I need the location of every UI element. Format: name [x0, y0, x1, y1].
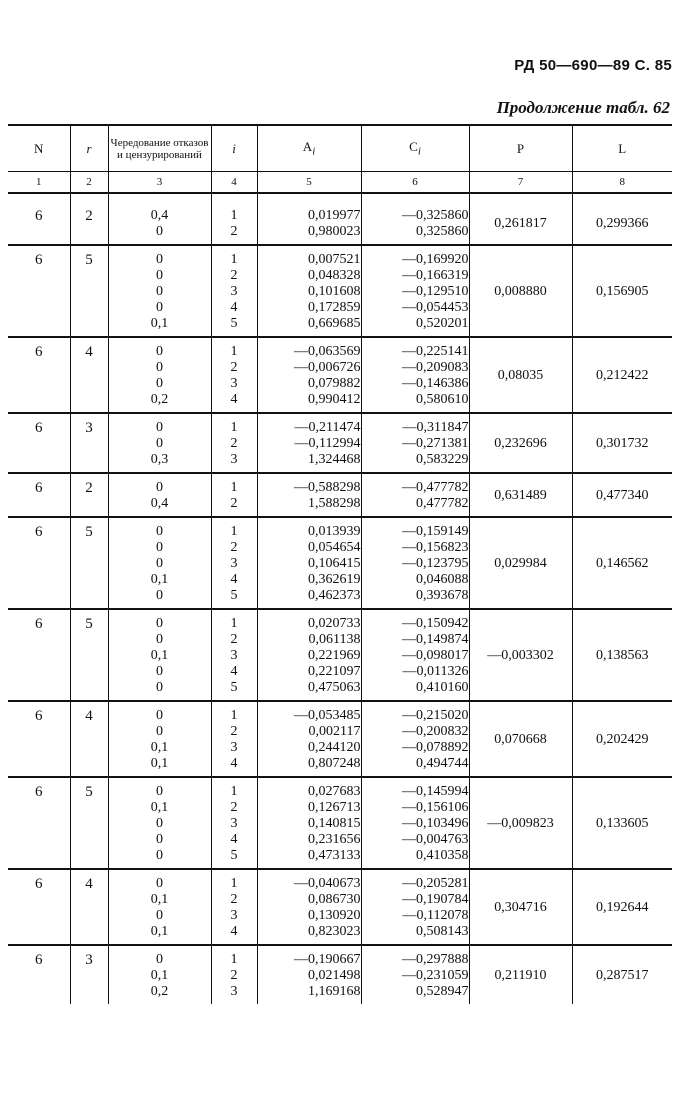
cell-c-value: —0,271381 [402, 436, 469, 451]
table-row [8, 473, 672, 517]
cell-alternation-value: 0 [156, 664, 163, 679]
cell-c-value: —0,103496 [402, 816, 469, 831]
cell-c-value: —0,150942 [402, 616, 469, 631]
cell-a-value: 0,990412 [308, 392, 361, 407]
cell-alternation-value: 0 [156, 876, 163, 891]
cell-alternation-value: 0 [156, 524, 163, 539]
col-header-r: r [70, 125, 108, 172]
cell-i-value: 1 [230, 876, 238, 891]
cell-i [211, 517, 257, 609]
cell-c [361, 413, 469, 473]
cell-a-value: 0,221969 [308, 648, 361, 663]
cell-i-value: 4 [230, 572, 238, 587]
col-header-i: i [211, 125, 257, 172]
cell-alternation [108, 777, 211, 869]
cell-alternation-value: 0 [156, 300, 163, 315]
cell-alternation-value: 0,1 [150, 572, 169, 587]
cell-a-value: 0,823023 [308, 924, 361, 939]
cell-i-value: 1 [230, 524, 238, 539]
table-row [8, 413, 672, 473]
cell-alternation-value: 0 [156, 708, 163, 723]
cell-alternation-value: 0,1 [150, 740, 169, 755]
cell-alternation-value: 0 [156, 908, 163, 923]
cell-a [257, 517, 361, 609]
cell-i-value: 5 [230, 848, 238, 863]
cell-a-value: 0,079882 [308, 376, 361, 391]
cell-alternation-value: 0,4 [150, 208, 169, 223]
column-number-row [8, 172, 672, 194]
cell-alternation [108, 413, 211, 473]
cell-l: 0,212422 [572, 337, 672, 413]
cell-a-value: 0,126713 [308, 800, 361, 815]
cell-alternation-value: 0 [156, 616, 163, 631]
cell-c-value: 0,410160 [416, 680, 469, 695]
cell-i-value: 2 [230, 224, 238, 239]
col-number: 5 [257, 172, 361, 194]
table-continuation-label: Продолжение табл. 62 [496, 98, 670, 117]
cell-i-value: 5 [230, 588, 238, 603]
cell-alternation-value: 0,1 [150, 648, 169, 663]
cell-c-value: —0,078892 [402, 740, 469, 755]
cell-a-value: 0,007521 [308, 252, 361, 267]
cell-i-value: 5 [230, 680, 238, 695]
cell-i-value: 3 [230, 908, 238, 923]
cell-i-value: 3 [230, 452, 238, 467]
cell-i-value: 2 [230, 800, 238, 815]
cell-c-value: 0,520201 [416, 316, 469, 331]
cell-a-value: 0,669685 [308, 316, 361, 331]
cell-c [361, 517, 469, 609]
cell-a-value: 0,475063 [308, 680, 361, 695]
cell-a-value: 0,061138 [308, 632, 361, 647]
cell-alternation-value: 0,1 [150, 316, 169, 331]
cell-c-value: —0,209083 [402, 360, 469, 375]
table-row [8, 609, 672, 701]
cell-r: 3 [70, 945, 108, 1004]
table-row [8, 945, 672, 1004]
cell-a-value: —0,588298 [294, 480, 361, 495]
cell-a-value: 1,588298 [308, 496, 361, 511]
cell-a-value: 1,169168 [308, 984, 361, 999]
cell-i-value: 2 [230, 268, 238, 283]
cell-r: 4 [70, 337, 108, 413]
cell-alternation [108, 245, 211, 337]
cell-alternation [108, 609, 211, 701]
cell-c [361, 337, 469, 413]
cell-alternation-value: 0 [156, 420, 163, 435]
cell-r: 5 [70, 777, 108, 869]
col-header-c-label: C [409, 139, 418, 155]
cell-i-value: 1 [230, 784, 238, 799]
cell-a [257, 202, 361, 245]
cell-p: 0,029984 [469, 517, 572, 609]
cell-n: 6 [8, 701, 70, 777]
col-header-l: L [572, 125, 672, 172]
cell-i [211, 337, 257, 413]
cell-c-value: —0,112078 [402, 908, 469, 923]
cell-r: 3 [70, 413, 108, 473]
cell-r: 5 [70, 609, 108, 701]
cell-a [257, 869, 361, 945]
cell-c [361, 202, 469, 245]
cell-n: 6 [8, 777, 70, 869]
cell-a-value: 0,244120 [308, 740, 361, 755]
cell-a-value: 0,020733 [308, 616, 361, 631]
cell-n: 6 [8, 869, 70, 945]
cell-i-value: 3 [230, 648, 238, 663]
header-row [8, 125, 672, 172]
cell-i-value: 4 [230, 756, 238, 771]
cell-c-value: —0,123795 [402, 556, 469, 571]
cell-i-value: 2 [230, 968, 238, 983]
cell-alternation [108, 337, 211, 413]
cell-p: 0,008880 [469, 245, 572, 337]
cell-alternation-value: 0 [156, 680, 163, 695]
cell-a-value: —0,063569 [294, 344, 361, 359]
cell-c [361, 869, 469, 945]
cell-a-value: 0,462373 [308, 588, 361, 603]
cell-alternation-value: 0 [156, 284, 163, 299]
cell-a [257, 337, 361, 413]
cell-a-value: —0,053485 [294, 708, 361, 723]
cell-i-value: 2 [230, 360, 238, 375]
cell-a-value: 0,013939 [308, 524, 361, 539]
cell-i-value: 1 [230, 480, 238, 495]
cell-alternation-value: 0,2 [150, 984, 169, 999]
cell-a-value: 0,019977 [308, 208, 361, 223]
col-header-p: P [469, 125, 572, 172]
col-number: 8 [572, 172, 672, 194]
cell-c-value: —0,145994 [402, 784, 469, 799]
cell-i [211, 609, 257, 701]
cell-alternation-value: 0 [156, 816, 163, 831]
col-header-a-label: A [302, 139, 313, 155]
cell-a [257, 945, 361, 1004]
cell-i [211, 701, 257, 777]
cell-alternation-value: 0,1 [150, 892, 169, 907]
cell-c-value: —0,054453 [402, 300, 469, 315]
table-row [8, 777, 672, 869]
cell-r: 5 [70, 245, 108, 337]
cell-i-value: 2 [230, 892, 238, 907]
cell-a [257, 413, 361, 473]
cell-p: 0,08035 [469, 337, 572, 413]
cell-a [257, 777, 361, 869]
cell-n: 6 [8, 517, 70, 609]
cell-c-value: 0,494744 [416, 756, 469, 771]
cell-c [361, 777, 469, 869]
cell-a-value: 0,054654 [308, 540, 361, 555]
cell-alternation-value: 0 [156, 784, 163, 799]
cell-c-value: —0,146386 [402, 376, 469, 391]
cell-alternation [108, 701, 211, 777]
cell-i [211, 777, 257, 869]
cell-c-value: 0,393678 [416, 588, 469, 603]
cell-alternation-value: 0 [156, 360, 163, 375]
cell-p: 0,232696 [469, 413, 572, 473]
col-number: 1 [8, 172, 70, 194]
cell-c-value: —0,159149 [402, 524, 469, 539]
cell-alternation-value: 0 [156, 480, 163, 495]
cell-a-value: 0,130920 [308, 908, 361, 923]
cell-i-value: 1 [230, 420, 238, 435]
cell-c-value: 0,046088 [416, 572, 469, 587]
cell-i-value: 2 [230, 724, 238, 739]
cell-i-value: 4 [230, 392, 238, 407]
cell-c-value: —0,004763 [402, 832, 469, 847]
cell-l: 0,477340 [572, 473, 672, 517]
cell-a-value: 0,172859 [308, 300, 361, 315]
cell-c-value: 0,583229 [416, 452, 469, 467]
col-number: 6 [361, 172, 469, 194]
cell-r: 4 [70, 701, 108, 777]
cell-a [257, 701, 361, 777]
cell-c-value: —0,200832 [402, 724, 469, 739]
cell-alternation-value: 0 [156, 952, 163, 967]
cell-i-value: 1 [230, 252, 238, 267]
cell-i-value: 5 [230, 316, 238, 331]
cell-c-value: —0,149874 [402, 632, 469, 647]
cell-a-value: 0,002117 [308, 724, 361, 739]
cell-i [211, 945, 257, 1004]
cell-a-value: 0,048328 [308, 268, 361, 283]
cell-i-value: 4 [230, 300, 238, 315]
cell-alternation-value: 0 [156, 632, 163, 647]
cell-alternation-value: 0,1 [150, 924, 169, 939]
cell-n: 6 [8, 337, 70, 413]
cell-i [211, 413, 257, 473]
cell-n: 6 [8, 245, 70, 337]
cell-c [361, 945, 469, 1004]
cell-alternation-value: 0 [156, 268, 163, 283]
cell-n: 6 [8, 413, 70, 473]
cell-i-value: 1 [230, 952, 238, 967]
cell-l: 0,202429 [572, 701, 672, 777]
cell-alternation-value: 0 [156, 588, 163, 603]
cell-i-value: 2 [230, 436, 238, 451]
cell-l: 0,138563 [572, 609, 672, 701]
cell-l: 0,146562 [572, 517, 672, 609]
cell-a [257, 473, 361, 517]
cell-c-value: 0,508143 [416, 924, 469, 939]
cell-alternation-value: 0 [156, 724, 163, 739]
cell-alternation-value: 0 [156, 832, 163, 847]
cell-r: 4 [70, 869, 108, 945]
cell-p: 0,070668 [469, 701, 572, 777]
cell-c-value: 0,580610 [416, 392, 469, 407]
cell-i-value: 1 [230, 616, 238, 631]
cell-c-value: —0,190784 [402, 892, 469, 907]
cell-c-value: —0,325860 [402, 208, 469, 223]
cell-i-value: 3 [230, 984, 238, 999]
cell-c-value: —0,098017 [402, 648, 469, 663]
cell-alternation-value: 0 [156, 224, 163, 239]
cell-c-value: —0,205281 [402, 876, 469, 891]
data-table [8, 124, 672, 1004]
spacer-row [8, 193, 672, 202]
cell-i-value: 2 [230, 540, 238, 555]
cell-a-value: 0,101608 [308, 284, 361, 299]
cell-l: 0,192644 [572, 869, 672, 945]
cell-a-value: —0,112994 [294, 436, 361, 451]
cell-a-value: 0,980023 [308, 224, 361, 239]
cell-i-value: 1 [230, 344, 238, 359]
table-row [8, 869, 672, 945]
col-header-c: $C_i$ [361, 125, 469, 172]
cell-c-value: —0,225141 [402, 344, 469, 359]
cell-a-value: —0,211474 [294, 420, 361, 435]
cell-alternation [108, 202, 211, 245]
cell-i [211, 473, 257, 517]
cell-alternation-value: 0 [156, 344, 163, 359]
cell-c-value: —0,156823 [402, 540, 469, 555]
cell-i-value: 3 [230, 816, 238, 831]
cell-a-value: 0,362619 [308, 572, 361, 587]
cell-c [361, 701, 469, 777]
cell-p: 0,304716 [469, 869, 572, 945]
col-number: 4 [211, 172, 257, 194]
cell-a-value: 0,221097 [308, 664, 361, 679]
cell-a-value: 0,106415 [308, 556, 361, 571]
cell-alternation [108, 473, 211, 517]
cell-c-value: —0,011326 [402, 664, 469, 679]
cell-alternation [108, 945, 211, 1004]
cell-alternation-value: 0 [156, 376, 163, 391]
cell-i-value: 4 [230, 664, 238, 679]
cell-i-value: 3 [230, 740, 238, 755]
cell-alternation [108, 517, 211, 609]
cell-alternation-value: 0,4 [150, 496, 169, 511]
cell-i-value: 3 [230, 284, 238, 299]
cell-l: 0,156905 [572, 245, 672, 337]
cell-c-value: —0,231059 [402, 968, 469, 983]
col-header-a: $A_i$ [257, 125, 361, 172]
cell-a-value: —0,006726 [294, 360, 361, 375]
cell-alternation-value: 0,1 [150, 800, 169, 815]
cell-i-value: 4 [230, 924, 238, 939]
cell-c-value: —0,166319 [402, 268, 469, 283]
cell-alternation-value: 0 [156, 848, 163, 863]
col-number: 7 [469, 172, 572, 194]
cell-a [257, 245, 361, 337]
cell-l: 0,133605 [572, 777, 672, 869]
cell-i [211, 202, 257, 245]
col-number: 3 [108, 172, 211, 194]
cell-alternation-value: 0 [156, 556, 163, 571]
cell-i-value: 1 [230, 208, 238, 223]
cell-l: 0,299366 [572, 202, 672, 245]
cell-c-value: —0,169920 [402, 252, 469, 267]
cell-c-value: 0,410358 [416, 848, 469, 863]
cell-alternation [108, 869, 211, 945]
cell-a-value: 0,231656 [308, 832, 361, 847]
cell-alternation-value: 0 [156, 540, 163, 555]
cell-a-value: 0,021498 [308, 968, 361, 983]
cell-a-value: 0,140815 [308, 816, 361, 831]
cell-a-value: —0,040673 [294, 876, 361, 891]
cell-l: 0,301732 [572, 413, 672, 473]
col-number: 2 [70, 172, 108, 194]
table-row [8, 701, 672, 777]
cell-i [211, 869, 257, 945]
table-row [8, 337, 672, 413]
cell-n: 6 [8, 473, 70, 517]
table-row [8, 245, 672, 337]
cell-c-value: —0,156106 [402, 800, 469, 815]
cell-p: —0,009823 [469, 777, 572, 869]
cell-l: 0,287517 [572, 945, 672, 1004]
col-header-alternation: Чередование отказов и цензурирований [108, 125, 211, 172]
cell-c [361, 609, 469, 701]
cell-n: 6 [8, 202, 70, 245]
cell-alternation-value: 0 [156, 436, 163, 451]
cell-a-value: 0,807248 [308, 756, 361, 771]
cell-p: —0,003302 [469, 609, 572, 701]
cell-a-value: 1,324468 [308, 452, 361, 467]
cell-c-value: —0,311847 [402, 420, 469, 435]
cell-r: 2 [70, 473, 108, 517]
cell-alternation-value: 0,1 [150, 968, 169, 983]
cell-alternation-value: 0,1 [150, 756, 169, 771]
cell-c-value: —0,477782 [402, 480, 469, 495]
cell-i-value: 2 [230, 632, 238, 647]
cell-n: 6 [8, 609, 70, 701]
cell-c-value: —0,297888 [402, 952, 469, 967]
cell-c [361, 473, 469, 517]
cell-alternation-value: 0,2 [150, 392, 169, 407]
cell-c-value: 0,528947 [416, 984, 469, 999]
cell-c-value: —0,129510 [402, 284, 469, 299]
page-header: РД 50—690—89 С. 85 [514, 57, 672, 74]
cell-i-value: 2 [230, 496, 238, 511]
cell-alternation-value: 0 [156, 252, 163, 267]
cell-p: 0,261817 [469, 202, 572, 245]
cell-a-value: 0,473133 [308, 848, 361, 863]
cell-r: 2 [70, 202, 108, 245]
cell-i-value: 1 [230, 708, 238, 723]
cell-i [211, 245, 257, 337]
col-header-n: N [8, 125, 70, 172]
table-row [8, 517, 672, 609]
cell-p: 0,631489 [469, 473, 572, 517]
cell-i-value: 3 [230, 376, 238, 391]
cell-c-value: —0,215020 [402, 708, 469, 723]
cell-a-value: —0,190667 [294, 952, 361, 967]
cell-r: 5 [70, 517, 108, 609]
cell-n: 6 [35, 952, 43, 968]
table-row [8, 202, 672, 245]
cell-c [361, 245, 469, 337]
cell-p: 0,211910 [469, 945, 572, 1004]
cell-c-value: 0,477782 [416, 496, 469, 511]
cell-a-value: 0,086730 [308, 892, 361, 907]
cell-a-value: 0,027683 [308, 784, 361, 799]
cell-alternation-value: 0,3 [150, 452, 169, 467]
table-body [8, 202, 672, 1004]
cell-i-value: 3 [230, 556, 238, 571]
cell-a [257, 609, 361, 701]
cell-c-value: 0,325860 [416, 224, 469, 239]
cell-i-value: 4 [230, 832, 238, 847]
